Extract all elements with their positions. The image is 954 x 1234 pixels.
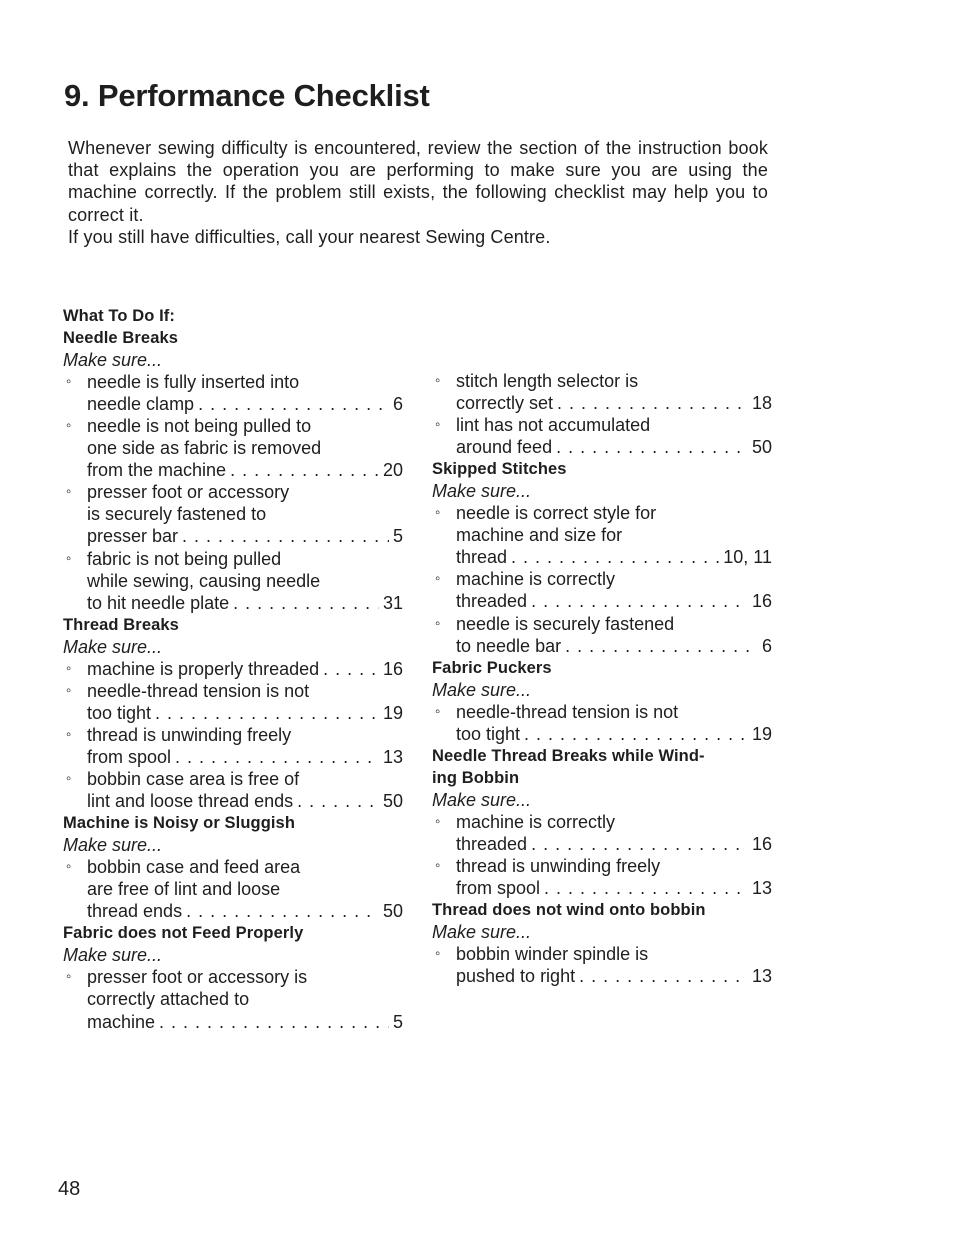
bullet-icon: ◦ xyxy=(66,968,72,986)
checklist-item xyxy=(63,415,403,481)
item-reference-line xyxy=(87,702,403,724)
section-heading-fabric-puckers: Fabric Puckers xyxy=(432,658,552,677)
make-sure-label: Make sure... xyxy=(63,636,163,657)
make-sure-label: Make sure... xyxy=(432,922,532,943)
item-text-line: one side as fabric is removed xyxy=(87,438,322,459)
item-text-line: from the machine xyxy=(87,460,227,481)
page-reference: 50 xyxy=(382,791,403,812)
item-text-line: is securely fastened to xyxy=(87,504,267,525)
page-reference: 50 xyxy=(751,437,772,458)
page-reference: 5 xyxy=(392,526,403,547)
item-text-line: bobbin case and feed area xyxy=(87,857,301,878)
item-text-line: to needle bar xyxy=(456,635,562,656)
dot-leader xyxy=(155,702,379,724)
page-number: 48 xyxy=(58,1178,81,1200)
page-reference: 10, 11 xyxy=(723,547,772,568)
intro-paragraph: Whenever sewing difficulty is encountered, review the section of the instruction book that explains the operation you are performing to make sure you are using the machine correctly. If the problem still exists, the following checklist may help you to correct it. xyxy=(68,138,768,225)
item-text-line: to hit needle plate xyxy=(87,592,230,613)
item-text-line: machine xyxy=(87,1011,156,1032)
page-reference: 6 xyxy=(761,635,772,656)
page-reference: 20 xyxy=(382,460,403,481)
items-machine-noisy xyxy=(63,856,403,922)
dot-leader xyxy=(323,658,379,680)
checklist-item xyxy=(432,568,772,612)
make-sure-label: Make sure... xyxy=(63,945,163,966)
bullet-icon: ◦ xyxy=(66,483,72,501)
section-heading-needle-thread-winding: Needle Thread Breaks while Wind- xyxy=(432,746,705,765)
dot-leader xyxy=(531,833,748,855)
dot-leader xyxy=(186,900,379,922)
item-reference-line xyxy=(456,436,772,458)
bullet-icon: ◦ xyxy=(435,812,441,830)
item-text-line: too tight xyxy=(87,702,152,723)
dot-leader xyxy=(198,393,389,415)
bullet-icon: ◦ xyxy=(66,858,72,876)
page-reference: 16 xyxy=(382,658,403,679)
checklist-item xyxy=(432,811,772,855)
dot-leader xyxy=(556,436,748,458)
bullet-icon: ◦ xyxy=(435,570,441,588)
item-reference-line xyxy=(456,635,772,657)
bullet-icon: ◦ xyxy=(435,857,441,875)
item-reference-line xyxy=(456,723,772,745)
items-skipped-stitches xyxy=(432,502,772,656)
checklist-item xyxy=(63,481,403,547)
item-reference-line xyxy=(87,790,403,812)
checklist-item xyxy=(432,502,772,568)
item-text-line: correctly set xyxy=(456,393,554,414)
page-reference: 13 xyxy=(382,746,403,767)
item-text-line: presser foot or accessory xyxy=(87,482,290,503)
make-sure-label: Make sure... xyxy=(432,679,532,700)
bullet-icon: ◦ xyxy=(66,769,72,787)
bullet-icon: ◦ xyxy=(66,681,72,699)
dot-leader xyxy=(159,1011,389,1033)
items-continued xyxy=(432,370,772,458)
page-reference: 16 xyxy=(751,591,772,612)
item-reference-line xyxy=(87,592,403,614)
make-sure-label: Make sure... xyxy=(432,789,532,810)
dot-leader xyxy=(524,723,748,745)
dot-leader xyxy=(182,525,389,547)
bullet-icon: ◦ xyxy=(66,549,72,567)
item-text-line: threaded xyxy=(456,591,528,612)
bullet-icon: ◦ xyxy=(435,614,441,632)
checklist-item xyxy=(63,371,403,415)
make-sure-label: Make sure... xyxy=(432,481,532,502)
item-text-line: lint and loose thread ends xyxy=(87,791,294,812)
item-text-line: needle is securely fastened xyxy=(456,613,675,634)
item-text-line: presser foot or accessory is xyxy=(87,967,308,988)
bullet-icon: ◦ xyxy=(66,373,72,391)
items-needle-thread-winding xyxy=(432,811,772,899)
item-text-line: presser bar xyxy=(87,526,179,547)
dot-leader xyxy=(565,635,758,657)
item-text-line: needle is fully inserted into xyxy=(87,372,300,393)
item-text-line: needle is correct style for xyxy=(456,503,657,524)
item-text-line: machine and size for xyxy=(456,525,623,546)
item-reference-line xyxy=(87,1011,403,1033)
dot-leader xyxy=(557,392,748,414)
make-sure-label: Make sure... xyxy=(63,835,163,856)
checklist-item xyxy=(432,414,772,458)
item-text-line: needle clamp xyxy=(87,394,195,415)
dot-leader xyxy=(544,877,748,899)
checklist-item xyxy=(63,724,403,768)
item-text-line: machine is correctly xyxy=(456,811,616,832)
item-reference-line xyxy=(456,877,772,899)
page-reference: 13 xyxy=(751,966,772,987)
item-text-line: thread xyxy=(456,547,508,568)
items-needle-breaks xyxy=(63,371,403,614)
item-text-line: around feed xyxy=(456,437,553,458)
checklist-item xyxy=(432,943,772,987)
item-text-line: correctly attached to xyxy=(87,989,250,1010)
item-text-line: pushed to right xyxy=(456,966,576,987)
bullet-icon: ◦ xyxy=(435,504,441,522)
page-reference: 31 xyxy=(382,592,403,613)
checklist-item xyxy=(432,701,772,745)
item-text-line: while sewing, causing needle xyxy=(87,570,321,591)
bullet-icon: ◦ xyxy=(66,725,72,743)
page-title: 9. Performance Checklist xyxy=(64,78,430,113)
item-text-line: too tight xyxy=(456,723,521,744)
section-heading-thread-breaks: Thread Breaks xyxy=(63,615,179,634)
items-fabric-puckers xyxy=(432,701,772,745)
page-reference: 16 xyxy=(751,833,772,854)
section-heading-no-wind: Thread does not wind onto bobbin xyxy=(432,901,706,920)
dot-leader xyxy=(579,965,748,987)
dot-leader xyxy=(511,546,719,568)
item-reference-line xyxy=(456,546,772,568)
section-heading-needle-breaks: Needle Breaks xyxy=(63,329,179,348)
item-text-line: needle is not being pulled to xyxy=(87,416,312,437)
checklist-item xyxy=(63,548,403,614)
page-reference: 5 xyxy=(392,1011,403,1032)
intro-paragraph-contact: If you still have difficulties, call your nearest Sewing Centre. xyxy=(68,226,551,247)
item-text-line: needle-thread tension is not xyxy=(456,701,679,722)
item-text-line: thread ends xyxy=(87,901,183,922)
item-reference-line xyxy=(87,658,403,680)
item-reference-line xyxy=(456,965,772,987)
checklist-item xyxy=(63,680,403,724)
page-reference: 18 xyxy=(751,393,772,414)
item-text-line: from spool xyxy=(87,746,172,767)
item-text-line: from spool xyxy=(456,878,541,899)
dot-leader xyxy=(230,459,379,481)
item-reference-line xyxy=(87,459,403,481)
item-text-line: threaded xyxy=(456,833,528,854)
intro-text xyxy=(68,137,768,248)
item-text-line: are free of lint and loose xyxy=(87,879,281,900)
section-heading-machine-noisy: Machine is Noisy or Sluggish xyxy=(63,814,296,833)
item-reference-line xyxy=(87,900,403,922)
bullet-icon: ◦ xyxy=(435,416,441,434)
item-text-line: thread is unwinding freely xyxy=(456,856,661,877)
checklist-item xyxy=(63,768,403,812)
checklist-item xyxy=(432,370,772,414)
bullet-icon: ◦ xyxy=(435,945,441,963)
dot-leader xyxy=(531,590,748,612)
item-reference-line xyxy=(456,392,772,414)
bullet-icon: ◦ xyxy=(435,702,441,720)
section-heading-fabric-feed: Fabric does not Feed Properly xyxy=(63,924,304,943)
item-text-line: fabric is not being pulled xyxy=(87,548,282,569)
checklist-right-column xyxy=(432,370,772,987)
page-reference: 6 xyxy=(392,394,403,415)
item-text-line: lint has not accumulated xyxy=(456,415,651,436)
item-reference-line xyxy=(87,525,403,547)
section-heading-needle-thread-winding-cont: ing Bobbin xyxy=(432,768,520,787)
page-reference: 19 xyxy=(751,723,772,744)
checklist-item xyxy=(432,855,772,899)
item-text-line: machine is properly threaded xyxy=(87,658,320,679)
dot-leader xyxy=(175,746,379,768)
item-text-line: machine is correctly xyxy=(456,569,616,590)
item-text-line: needle-thread tension is not xyxy=(87,680,310,701)
bullet-icon: ◦ xyxy=(66,417,72,435)
bullet-icon: ◦ xyxy=(435,372,441,389)
page-reference: 50 xyxy=(382,901,403,922)
items-thread-breaks xyxy=(63,658,403,812)
item-reference-line xyxy=(456,833,772,855)
page-reference: 13 xyxy=(751,878,772,899)
make-sure-label: Make sure... xyxy=(63,350,163,371)
items-fabric-feed xyxy=(63,966,403,1032)
checklist-left-column xyxy=(63,305,403,1033)
items-no-wind xyxy=(432,943,772,987)
section-heading-skipped-stitches: Skipped Stitches xyxy=(432,460,567,479)
checklist-item xyxy=(63,658,403,680)
item-text-line: thread is unwinding freely xyxy=(87,724,292,745)
checklist-item xyxy=(63,966,403,1032)
dot-leader xyxy=(297,790,379,812)
item-text-line: stitch length selector is xyxy=(456,371,639,391)
page-reference: 19 xyxy=(382,702,403,723)
item-reference-line xyxy=(87,746,403,768)
what-to-do-heading: What To Do If: xyxy=(63,307,175,325)
checklist-item xyxy=(432,613,772,657)
item-reference-line xyxy=(87,393,403,415)
dot-leader xyxy=(233,592,379,614)
item-text-line: bobbin case area is free of xyxy=(87,768,300,789)
bullet-icon: ◦ xyxy=(66,659,72,677)
item-text-line: bobbin winder spindle is xyxy=(456,944,649,965)
checklist-item xyxy=(63,856,403,922)
item-reference-line xyxy=(456,590,772,612)
